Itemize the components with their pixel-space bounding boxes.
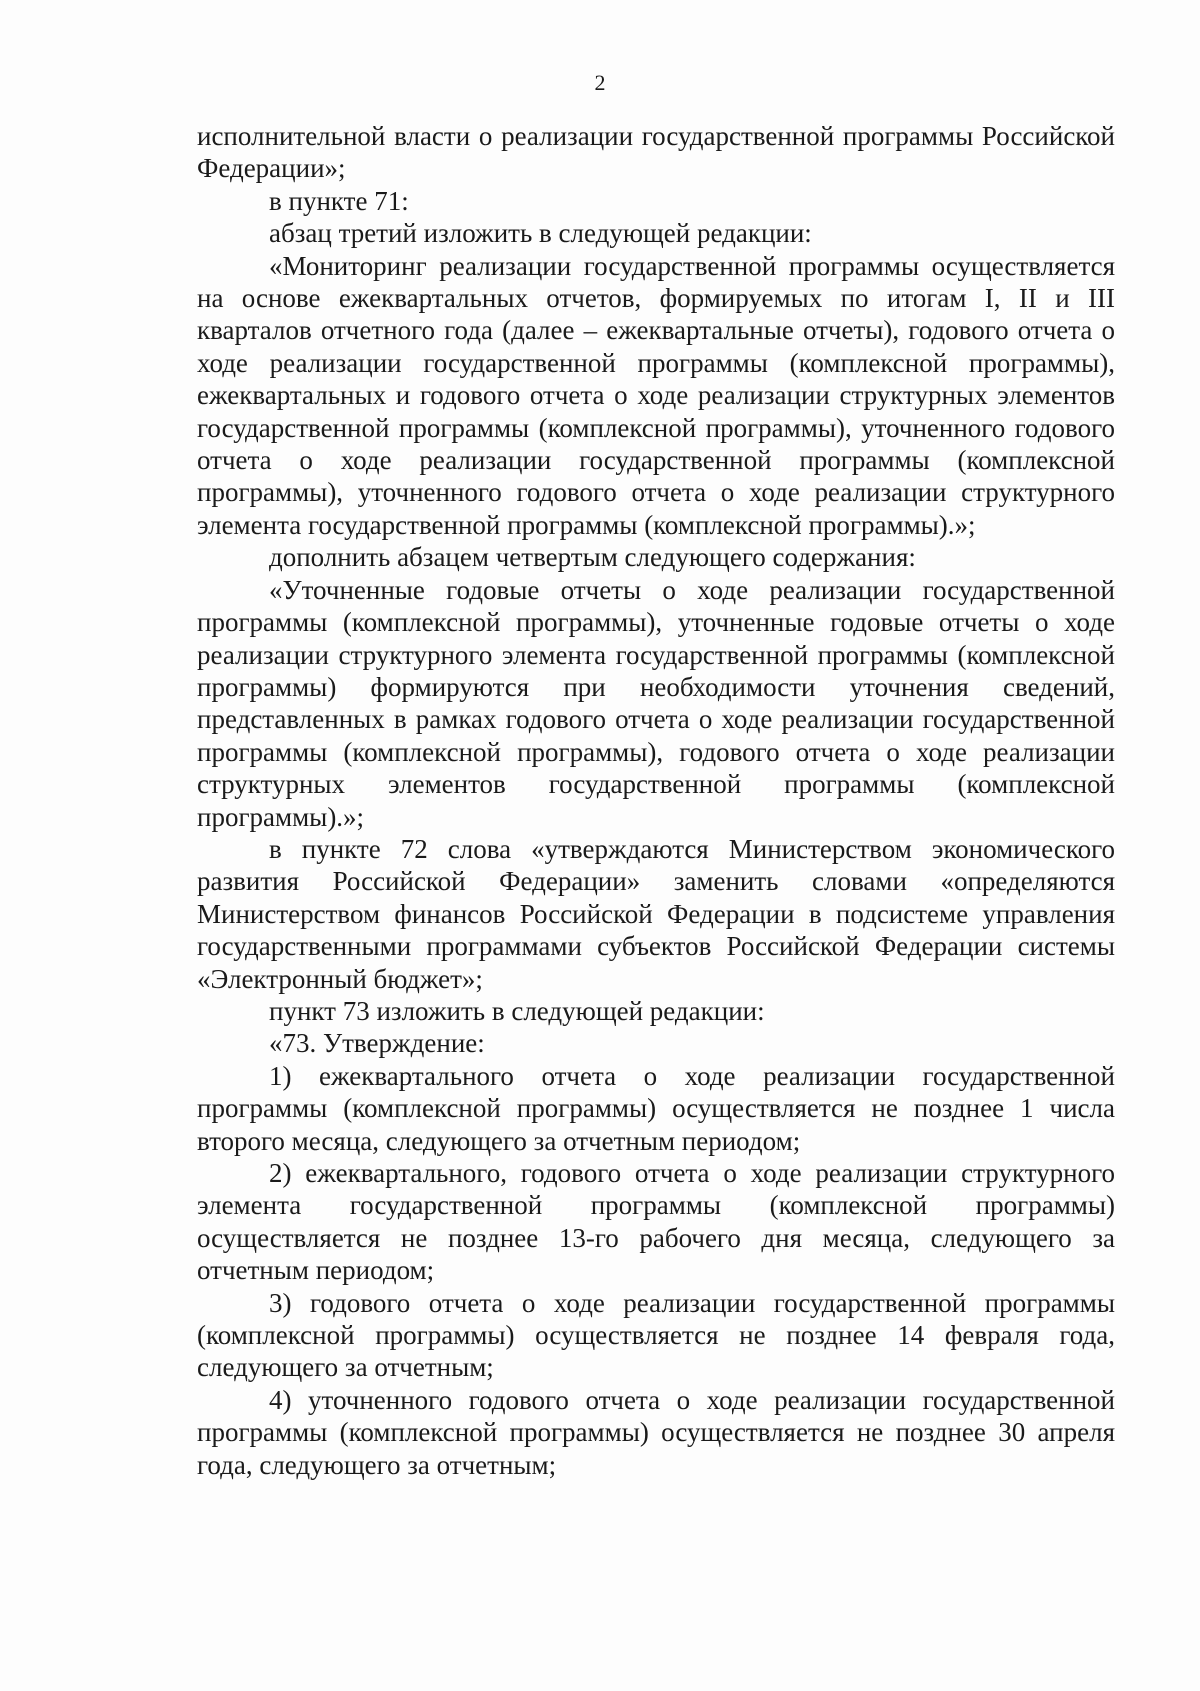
- list-item: 2) ежеквартального, годового отчета о ходе реализации структурного элемента государственной программы (комплексной программы) осуществляется не позднее 13-го рабочего дня месяца, следующего за отчетным периодом;: [197, 1158, 1115, 1286]
- paragraph: пункт 73 изложить в следующей редакции:: [269, 995, 765, 1026]
- paragraph: в пункте 72 слова «утверждаются Министерством экономического развития Российской Федерации» заменить словами «определяются Министерством финансов Российской Федерации в подсистеме управления государственными программами субъектов Российской Федерации системы «Электронный бюджет»;: [197, 833, 1115, 994]
- document-body: [197, 120, 1115, 1481]
- paragraph: «Мониторинг реализации государственной программы осуществляется на основе ежеквартальных отчетов, формируемых по итогам I, II и III кварталов отчетного года (далее – ежеквартальные отчеты), годового отчета о ходе реализации государственной программы (комплексной программы), ежеквартальных и годового отчета о ходе реализации структурных элементов государственной программы (комплексной программы), уточненного годового отчета о ходе реализации государственной программы (комплексной программы), уточненного годового отчета о ходе реализации структурного элемента государственной программы (комплексной программы).»;: [197, 250, 1115, 540]
- paragraph: в пункте 71:: [269, 185, 409, 216]
- list-item: 3) годового отчета о ходе реализации государственной программы (комплексной программы) осуществляется не позднее 14 февраля года, следующего за отчетным;: [197, 1287, 1115, 1383]
- paragraph: «73. Утверждение:: [269, 1028, 485, 1059]
- list-item: 1) ежеквартального отчета о ходе реализации государственной программы (комплексной программы) осуществляется не позднее 1 числа второго месяца, следующего за отчетным периодом;: [197, 1060, 1115, 1156]
- page-number: 2: [594, 70, 606, 95]
- list-item: 4) уточненного годового отчета о ходе реализации государственной программы (комплексной программы) осуществляется не позднее 30 апреля года, следующего за отчетным;: [197, 1384, 1115, 1480]
- paragraph: абзац третий изложить в следующей редакции:: [269, 218, 812, 249]
- paragraph: исполнительной власти о реализации государственной программы Российской Федерации»;: [197, 121, 1115, 184]
- paragraph: «Уточненные годовые отчеты о ходе реализации государственной программы (комплексной программы), уточненные годовые отчеты о ходе реализации структурного элемента государственной программы (комплексной программы) формируются при необходимости уточнения сведений, представленных в рамках годового отчета о ходе реализации государственной программы (комплексной программы), годового отчета о ходе реализации структурных элементов государственной программы (комплексной программы).»;: [197, 574, 1115, 832]
- paragraph: дополнить абзацем четвертым следующего содержания:: [269, 542, 916, 573]
